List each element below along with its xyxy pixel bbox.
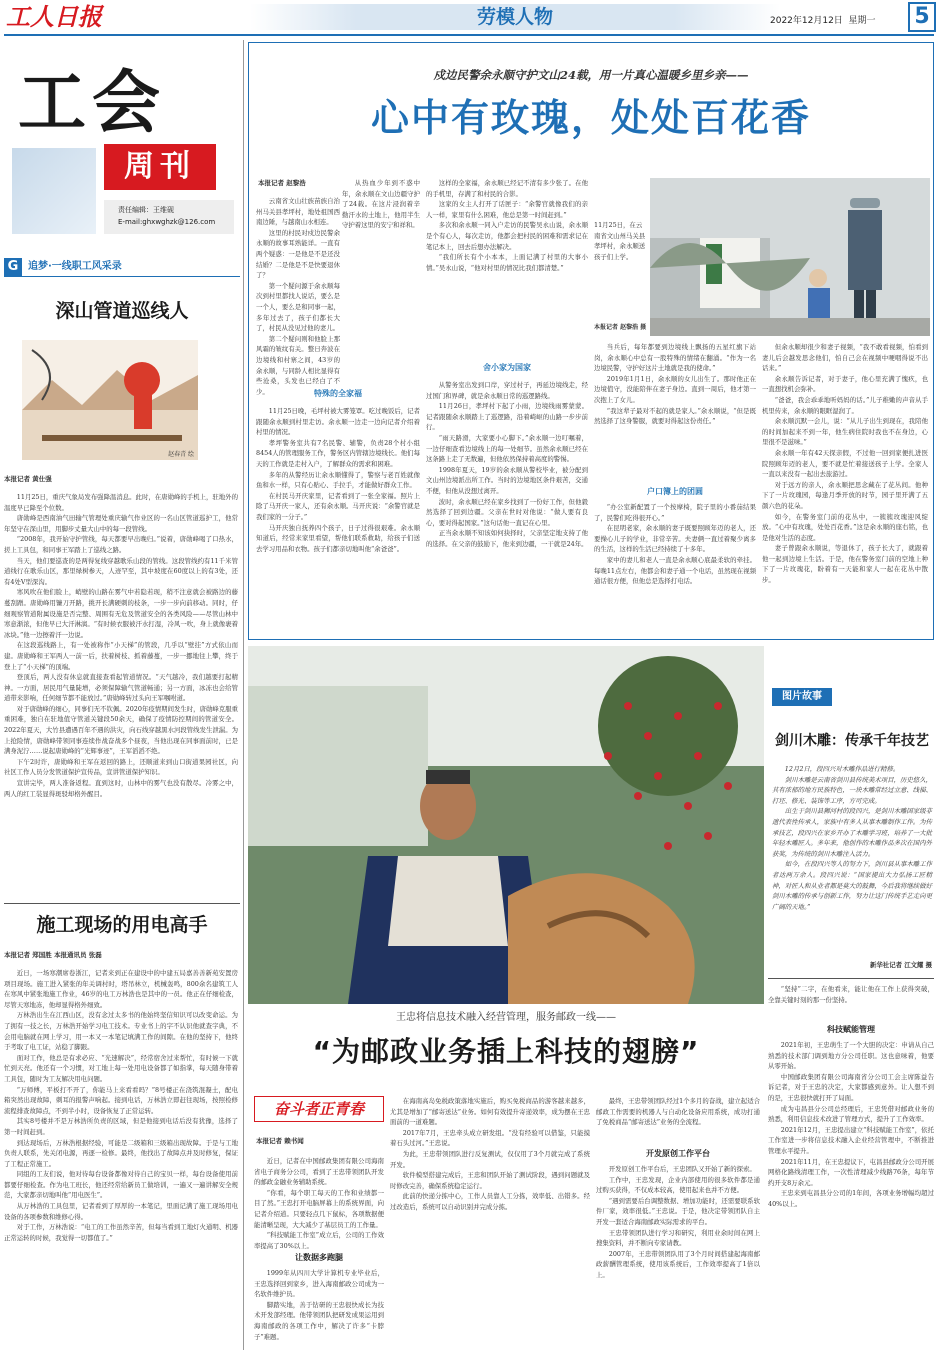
main-photo-credit: 本报记者 赵黎浩 摄 xyxy=(594,324,647,331)
main-col1 xyxy=(256,196,340,396)
paragraph: 第一个疑问源于余永顺每次到村里都找人说话，要么是一个人，要么是和同事一起，多年过去了，孩子们都长大了，村民从没见过他的妻儿。 xyxy=(256,281,340,333)
main-title: 心中有玫瑰，处处百花香 xyxy=(370,96,811,140)
paragraph: 从万林浩的工具包里，记者看到了厚厚的一本笔记，里面记满了施工现场用电设备的各项参数和维修心得。 xyxy=(4,1202,238,1221)
post-subhead-1: 让数据多跑腿 xyxy=(295,1253,343,1262)
paragraph: 在昆明老家，余永顺的妻子既要照顾年迈的老人，还要操心儿子的学业，非常辛苦。夫妻俩一直过着聚少离多的生活，这样的生活已经持续了十多年。 xyxy=(594,524,756,554)
paragraph: “办公室新配置了一个按摩椅，院子里的小番茄结果了，民警们吃得很开心。” xyxy=(594,503,756,522)
paragraph: 11月25日晚，毛坪村被大雾笼罩。吃过晚饭后，记者跟随余永顺到村里走访。余永顺一边走一边向记者介绍着村里的情况。 xyxy=(256,407,420,437)
paragraph: “万师傅，平板打不开了，你能马上来看看吗？”8号楼正在浇筑混凝土，配电箱突然出现故障，刺耳的报警声响起。接到电话，万林浩立即赶往现场，按照检修流程排查故障点，不到半小时，设备恢复了正常运转。 xyxy=(4,1085,238,1115)
article1-byline: 本报记者 黄仕强 xyxy=(4,475,52,483)
main-subhead-3: 户口簿上的团圆 xyxy=(647,487,703,496)
photostory-body xyxy=(772,764,932,958)
paragraph: 当兵后，每年都要到边境线上飘扬的五星红旗下站岗，余永顺心中总有一股特殊的情绪在翻涌。“作为一名边境民警，守护好这片土地就是我的使命。” xyxy=(594,343,756,373)
main-photo xyxy=(650,178,930,336)
paragraph: 余永顺沉默一会儿，说：“从儿子出生到现在，我陪他的时间加起来不到一年，他生病住院时我也不在身边，心里很不是滋味。” xyxy=(762,417,928,447)
paragraph: 第二个疑问则和他脸上那风霜的皱纹有关。整日奔波在边境线和村寨之间，43岁的余永顺，与同龄人相比显得有些沧桑，头发也已经白了不少。 xyxy=(256,334,340,396)
paragraph: 为此，王忠带领团队进行反复测试，仅仅用了3个月就完成了系统开发。 xyxy=(390,1149,590,1169)
paragraph: 软件模型搭建完成后，王忠和团队开始了测试阶段，遇到问题就及时修改完善，确保系统稳定运行。 xyxy=(390,1171,590,1190)
paragraph: 多次和余永顺一同入户走访的民警吴永山说，余永顺是个有心人，每次走访，他都会把村民的困难和需求记在笔记本上，回去后想办法解决。 xyxy=(426,221,588,251)
article1-title: 深山管道巡线人 xyxy=(55,300,189,322)
paragraph: 这家的女主人打开了话匣子：“余警官就像我们的亲人一样，家里有什么困难，他总是第一时间赶到。” xyxy=(426,200,588,219)
paragraph: 出生于剑川县狮河村的段四兴，是剑川木雕国家级非遗代表性传承人，家族中有多人从事木雕制作工作。为传承技艺，段四兴在家乡开办了木雕学习班，培养了一大批年轻木雕匠人。多年来，他创作的木雕作品多次在国内外获奖，为传统的剑川木雕注入活力。 xyxy=(772,807,932,858)
main-col2 xyxy=(426,178,588,354)
paragraph: 11月26日，孝坪村下起了小雨，边境线雨雾蒙蒙。记者跟随余永顺踏上了巡逻路，沿着崎岖的山路一步步前行。 xyxy=(426,402,588,432)
divider xyxy=(768,978,934,979)
photostory-title: 剑川木雕：传承千年技艺 xyxy=(775,733,929,749)
paragraph: 最终，王忠带领团队经过1个多月的奋战，建立起适合邮政工作需要的机器人与自动化设备应用系统，成功打通了免税商品“邮寄送达”业务的全流程。 xyxy=(596,1097,760,1127)
paragraph: 王忠带领团队进行学习和研究，利用业余时间在网上搜集资料，并不断向专家请教。 xyxy=(596,1228,760,1248)
paragraph: 余永顺告诉记者，对于妻子，他心里充满了愧疚，也一直想找机会弥补。 xyxy=(762,374,928,394)
page-header xyxy=(0,0,938,34)
illustration-credit: 赵春青 绘 xyxy=(168,451,194,458)
page-number: 5 xyxy=(914,4,930,29)
paragraph: 中国邮政集团有限公司海南省分公司工会主席陈益告诉记者，对于王忠的决定，大家都感到意外。让人想不到的是，王忠很快就打开了局面。 xyxy=(768,1072,934,1102)
paragraph: “我这辈子最对不起的就是家人。”余永顺说，“但是既然选择了这身警服，就要对得起这份责任。” xyxy=(594,406,756,426)
paragraph: 2019年1月1日，余永顺的女儿出生了。那时他正在边境值守，没能陪伴在妻子身边。直到一周后，他才第一次抱上了女儿。 xyxy=(594,374,756,404)
paragraph: 王忠来到屯昌县分公司的1年间，各项业务增幅均超过40%以上。 xyxy=(768,1189,934,1208)
section-title: 劳模人物 xyxy=(476,6,553,28)
post-subhead-3: 科技赋能管理 xyxy=(827,1025,875,1034)
main-col1c xyxy=(256,406,420,634)
paragraph: 2021年初，王忠萌生了一个大胆的决定：申请从自己熟悉的技术部门调到地方分公司任职。这也意味着，他要从零开始。 xyxy=(768,1041,934,1071)
post-col3 xyxy=(596,1096,760,1144)
photostory-photo-svg xyxy=(248,646,764,1004)
main-photo-caption: 11月25日，在云南省文山州马关县孝坪村，余永顺送孩子们上学。 xyxy=(594,221,646,261)
paragraph: 2007年，王忠带领团队用了3个月时间搭建起海南邮政薪酬管理系统，使用该系统后，工作效率提高了1倍以上。 xyxy=(596,1249,760,1279)
photostory-tag-text: 图片故事 xyxy=(782,691,822,702)
paragraph: 对于唐勋峰的细心，同事们无不钦佩。2020年疫情期间发生时，唐勋峰克服重重困难，独自在驻地值守管道关键段50余天，确保了疫情防控期间的管道安全。2022年夏天，大竹县遭遇百年不遇的洪灾，向石线穿越黑水河段管线发生泄漏。为上抢险情，唐勋峰带领同事连续作战奋战多个昼夜，当他出现在同事面前时，已是满身泥泞……说起唐勋峰的“光辉事迹”，王军滔滔不绝。 xyxy=(4,704,238,756)
paragraph: 2021年11月，在王忠提议下，屯昌县邮政分公司开展网格化路线清理工作，一次性清理减少线路76条，每年节约开支8万余元。 xyxy=(768,1157,934,1187)
masthead-subtitle-box xyxy=(104,144,216,190)
column-tag xyxy=(4,257,240,277)
photostory-credit: 新华社记者 江文耀 摄 xyxy=(870,961,932,969)
paragraph: 如今，在警务室门前的花丛中，一簇簇玫瑰迎风绽放。“心中有玫瑰，处处百花香。”这是余永顺的座右铭，也是他对生活的态度。 xyxy=(762,512,928,542)
paragraph: 剑川木雕是云南省剑川县传统美术项目，历史悠久，其有浓郁的地方民族特色，一块木雕常经过立意、线描、打坯、修光、装饰等工序，方可完成。 xyxy=(772,775,932,805)
paragraph: 工作中，王忠发现，企业内部使用的很多软件都是通过购买获得，不仅成本较高，使用起来也并不方便。 xyxy=(596,1175,760,1195)
paragraph: 面对工作，他总是有求必应、“光速解决”，经常宿舍过来帮忙，有时候一下就忙到天亮。他还有一个习惯，对工地上每一处用电设备都了如指掌，每天随身带着工具包，随时为工友解决用电问题。 xyxy=(4,1053,238,1083)
paragraph: 从警务室出发到口岸，穿过村子，再延边境线走，经过国门和界碑，就是余永顺日常的巡逻路线。 xyxy=(426,381,588,400)
paragraph: 如今，在段四兴等人的努力下，剑川县从事木雕工作者达两万余人。段四兴说：“国家提出大力弘扬工匠精神，对匠人和从业者都是莫大的鼓舞，今后我将继续做好剑川木雕的传承与创新工作，努力让这门传统手艺走向更广阔的天地。” xyxy=(772,860,932,911)
paragraph: 对于远方的亲人，余永顺把思念藏在了花丛间。他种下了一片玫瑰园，每逢月季开放的时节，园子里开满了五颜六色的花朵。 xyxy=(762,480,928,510)
main-subhead-2: 舍小家为国家 xyxy=(483,363,531,372)
main-byline: 本报记者 赵黎浩 xyxy=(258,179,306,187)
paragraph: “你看，每个职工每天的工作和业绩都一目了然。”王忠打开电脑屏幕上的系统界面，向记者介绍道。只要轻点几下鼠标，各项数据便能清晰呈现，大大减少了基层员工的工作量。 xyxy=(254,1188,384,1229)
masthead xyxy=(4,56,240,236)
column-divider xyxy=(243,40,244,1350)
paragraph: 从热血少年到不惑中年，余永顺在文山边疆守护了24载。在这片浸润着辛勤汗水的土地上，他用半生守护着这里的安宁和祥和。 xyxy=(342,179,420,230)
paragraph: 在村民马开庆家里，记者看到了一张全家福。照片上除了马开庆一家人，还有余永顺。马开庆说：“余警官就是我们家的一分子。” xyxy=(256,491,420,521)
paragraph: 宣讲完毕，两人准备返程。直到这时，山林中的雾气也没有散尽。冷雾之中，两人的红工装显得斑驳却格外醒目。 xyxy=(4,779,238,798)
illustration-svg xyxy=(22,340,198,460)
article2-body xyxy=(4,968,238,1350)
paragraph: 在这段巡线路上，有一处被称作“小天梯”的管段，几乎以“壁挂”方式依山而建。唐勋峰和王军两人一前一后，扶着树枝、抓着藤蔓，一步一挪地往上攀，终于登上了“小天梯”的顶端。 xyxy=(4,641,238,671)
article1-body xyxy=(4,492,238,900)
paragraph: 登顶后，两人没有休息就直接查看起管道情况。“天气越冷，我们越要打起精神。一方面，居民用气量陡增，必须保障输气管道畅通；另一方面，冰冻也会给管道带来影响，任何细节都不能放过。”唐勋峰转过头向王军嘱咐道。 xyxy=(4,673,238,703)
paragraph: “我们所长有个小本本，上面记满了村里的大事小情。”吴永山说，“他对村里的情况比我们都清楚。” xyxy=(426,253,588,272)
post-subhead-2: 开发原创工作平台 xyxy=(646,1149,710,1158)
main-kicker: 戍边民警余永顺守护文山24载，用一片真心温暖乡里乡亲—— xyxy=(433,68,749,82)
post-byline: 本报记者 赖书闻 xyxy=(256,1137,304,1145)
article2-title: 施工现场的用电高手 xyxy=(36,914,208,936)
paragraph: “爸爸，我会乖乖地听妈妈的话。”儿子稚嫩的声音从手机里传来，余永顺的眼眶湿润了。 xyxy=(762,395,928,415)
paragraph: 下午2时许，唐勋峰和王军在返回的路上，还顺道来到山口街道果园社区，向社区工作人员分发管道保护宣传品，宣讲管道保护知识。 xyxy=(4,757,238,777)
paragraph: 近日，一场寒潮席卷浙江，记者来到正在建设中的中建五局嘉善善新苑安置房项目现场。施工进入紧张的年关调村时，塔吊林立，机械轰鸣，800余名建筑工人在寒风中紧张地施工作业，46岁的电工万林浩也是其中的一员。他正在仔细检查，尽管天寒地冻，他却显得格外细致。 xyxy=(4,969,238,1009)
paragraph: 同组的工友们说，他对待每台设备都像对待自己的宝贝一样，每台设备使用前都要仔细检查。作为电工班长，他还经常给新员工做培训，一遍又一遍讲解安全规范，大家都亲切地叫他“用电医生”。 xyxy=(4,1170,238,1200)
paragraph: 家中的妻儿和老人一直是余永顺心底最柔软的牵挂。每晚11点左右，他都会和妻子通一个电话，虽然现在视频通话很方便，但他总是选择打电话。 xyxy=(594,555,756,586)
paragraph: 开发原创工作平台后，王忠团队又开始了新的探索。 xyxy=(608,1165,756,1173)
paragraph: “坚持”二字，在他看来，能让他在工作上获得突破，全靠关键时刻的那一份坚持。 xyxy=(768,985,934,1004)
masthead-title: 工会 xyxy=(18,64,167,143)
paragraph: 唐勋峰是西南油气田输气管理处重庆输气作业区的一名山区管道巡护工，他常年坚守在深山里，用脚步丈量大山中的每一段管线。 xyxy=(4,514,238,533)
paragraph: 到达现场后，万林浩根据经验，可能是二级箱和三级箱出现故障。于是与工地负责人联系，先关闭电源，再逐一检修。最终，他找出了故障点并及时修复，保证了工程正常施工。 xyxy=(4,1138,238,1168)
paragraph: 在海南高岛免税政策落地实施后，购买免税商品的游客越来越多，尤其是增加了“邮寄送达”业务。如何有效提升寄递效率，成为摆在王忠面前的一道难题。 xyxy=(390,1097,590,1127)
paragraph: 云南省文山壮族苗族自治州马关县孝坪村，地处祖国西南边陲，与越南山水相连。 xyxy=(256,197,340,227)
paragraph: 多年的从警经历让余永顺懂得了，警察与老百姓就像鱼和水一样，只有心贴心、手拉手，才能做好群众工作。 xyxy=(256,470,420,490)
post-col1 xyxy=(254,1156,384,1248)
paragraph: 2017年7月，王忠牵头成立研发组。“没有经验可以借鉴，只能摸着石头过河。”王忠说。 xyxy=(390,1128,590,1148)
paragraph: 对于工作，万林浩说：“电工的工作虽然辛苦，但每当看到工地灯火通明、机器正常运转的时候，我觉得一切都值了。” xyxy=(4,1223,238,1242)
post-column-logo xyxy=(254,1096,384,1122)
paragraph: 近日，记者在中国邮政集团有限公司海南省电子商务分公司，看到了王忠带领团队开发的邮政金融业务辅助系统。 xyxy=(254,1157,384,1187)
post-column-logo-text: 奋斗者正青春 xyxy=(273,1100,364,1118)
paragraph: 这里的村民对戍边民警余永顺的故事耳熟能详。一直有两个疑惑：一是他是不是还没结婚？二是他是不是快要退休了？ xyxy=(256,228,340,280)
paragraph: 孝坪警务室共有7名民警、辅警，负责28个村小组8454人的管理服务工作，警务区内管辖边境线长。他们每天的工作就是走村入户，了解群众的需求和困难。 xyxy=(256,438,420,468)
paragraph: 这样的全家福，余永顺已经记不清有多少张了。在他的手机里，存满了和村民的合影。 xyxy=(426,179,588,198)
post-title: “为邮政业务插上科技的翅膀” xyxy=(312,1035,700,1068)
paragraph: 此前的快递分拣中心，工作人员靠人工分拣，效率低、出错多。经过改造后，系统可以自动识别并完成分拣。 xyxy=(390,1192,590,1211)
post-col4b xyxy=(768,1040,934,1350)
paragraph: 余永顺一年有42天探亲假，不过他一回到家便扎进医院照顾年迈的老人，要不就是忙着接送孩子上学。全家人一直以来没有一起出去旅游过。 xyxy=(762,448,928,479)
paragraph: 马开庆独自抚养四个孩子，日子过得很艰难。余永顺知道后，经常来家里看望，帮他们联系救助，给孩子们送去学习用品和衣物。孩子们都亲切地叫他“余爸爸”。 xyxy=(256,523,420,553)
main-col3 xyxy=(594,342,756,482)
paragraph: “2008年，我开始守护管线，每天都要早出晚归。”说着，唐勋峰喝了口热水，搓上工具包，和同事王军踏上了巡线之路。 xyxy=(4,535,238,554)
paragraph: “遇到需要后台调整数据、增加功能时，还需要联系软件厂家，效率很低。”王忠说。于是，他决定带领团队自主开发一套适合海南邮政实际需求的平台。 xyxy=(596,1196,760,1226)
masthead-subtitle: 周刊 xyxy=(124,149,196,184)
paragraph: 1999年从四川大学计算机专业毕业后，王忠选择回到家乡，进入海南邮政公司成为一名软件维护员。 xyxy=(254,1269,384,1299)
post-col3b xyxy=(596,1164,760,1350)
masthead-shape xyxy=(12,148,96,234)
post-kicker: 王忠将信息技术融入经营管理，服务邮政一线—— xyxy=(396,1012,616,1023)
newspaper-logo: 工人日报 xyxy=(6,2,102,31)
paragraph: 寒风吹在他们脸上，峭壁的山路在雾气中若隐若现，稍不注意就会被路边的藤蔓刮蹭。唐勋峰用镰刀开路，挑开长满硬刺的枝条，一步一步向前移动。同时，仔细观察管道附属设施是否完整、周围有无危及管道安全的各类风险——尽管山林中寒意渐浓，但他早已大汗淋漓。“有时候衣服被汗水打湿，冷风一吹，身上就像裹着冰块。”他一边擦着汗一边说。 xyxy=(4,588,238,639)
paragraph: 11月25日，重庆气象局发布强降温消息。此时，在唐勋峰的手机上，驻地外的温度早已降至个位数。 xyxy=(4,493,238,512)
paragraph: 正当余永顺不知该如何抉择时，父亲坚定地支持了他的选择。在父亲的鼓励下，他来到边疆，一干就是24年。 xyxy=(426,529,588,548)
photostory-photo xyxy=(248,646,764,1004)
photostory-tag xyxy=(772,688,832,706)
paragraph: 12月2日，段四兴对木雕作品进行精修。 xyxy=(784,765,900,773)
column-tag-text: 追梦·一线职工风采录 xyxy=(28,261,122,272)
article1-illustration xyxy=(22,340,198,460)
main-subhead-1: 特殊的全家福 xyxy=(314,389,362,398)
main-col3b xyxy=(594,502,756,634)
page-number-box xyxy=(908,2,936,32)
main-col4 xyxy=(762,342,928,634)
post-col1b xyxy=(254,1268,384,1350)
divider xyxy=(4,903,240,904)
main-photo-svg xyxy=(650,178,930,336)
issue-date: 2022年12月12日 xyxy=(770,16,843,26)
post-col4 xyxy=(768,984,934,1020)
issue-weekday: 星期一 xyxy=(848,16,876,26)
paragraph: 妻子曾跟余永顺说，等退休了，孩子长大了，就跟着他一起到边境上生活。于是，他在警务室门前的空地上种下了一片玫瑰花，盼着有一天能和家人一起在花丛中散步。 xyxy=(762,544,928,585)
paragraph: “雨天路滑，大家要小心脚下。”余永顺一边叮嘱着，一边仔细查看边境线上的每一处细节。虽然余永顺已经在这条路上走了无数遍，但他依然保持着高度的警惕。 xyxy=(426,433,588,464)
paragraph: 成为屯昌县分公司总经理后，王忠凭借对邮政业务的熟悉，利用信息技术改进了管理方式，提升了工作效率。 xyxy=(768,1104,934,1124)
main-col2b xyxy=(426,380,588,634)
paragraph: 其实8号楼并不是万林浩所负责的区域，但是他接到电话后没有犹豫，选择了第一时间赶到。 xyxy=(4,1117,238,1136)
paragraph: 1998年夏天，19岁的余永顺从警校毕业，被分配到文山州边境派出所工作。当时的边境地区条件艰苦，交通不便，但他从没想过离开。 xyxy=(426,465,588,495)
paragraph: 2021年12月，王忠提出建立“科技赋能工作室”，依托工作室进一步将信息技术融入企业经营管理中，不断推进管理水平提升。 xyxy=(768,1125,934,1155)
paragraph: 脚踏实地，善于钻研的王忠很快成长为技术开发部经理。他带领团队把研发成果运用到海南邮政的各项工作中，解决了许多“卡脖子”难题。 xyxy=(254,1300,384,1341)
editor-box xyxy=(104,200,234,234)
paragraph: 万林浩出生在江西山区，没有念过太多书的他始终坚信知识可以改变命运。为了拥有一技之长，万林浩开始学习电工技术。专业书上的字不认识他就查字典，不会用电脑就在网上学习，用一本又一本笔记填满工作的间隙。在他的坚持下，他终于考取了电工证，站稳了脚跟。 xyxy=(4,1011,238,1052)
paragraph: 当天，他们要巡查的是两得复线穿越歌乐山段的管线。这段管线约有11千米管道线行在歌乐山区，那里绿树参天，人迹罕至，其中坡度在60度以上的有3处，还有4处V型深沟。 xyxy=(4,556,238,586)
column-tag-letter: G xyxy=(4,258,22,276)
editor-email: E-mail:ghxwghzk@126.com xyxy=(118,218,216,226)
post-col2 xyxy=(390,1096,590,1350)
paragraph: “科技赋能工作室”成立后，公司的工作效率提高了30%以上。 xyxy=(254,1231,384,1250)
paragraph: 波时，余永顺已经在家乡找到了一份好工作，但他毅然选择了回到边疆。父亲在世时对他说：“做人要有良心，要对得起国家。”这句话他一直记在心里。 xyxy=(426,497,588,527)
paragraph: 但余永顺却很少和妻子视频，“我不敢看视频，怕看到妻儿后会越发思念他们，怕自己会在视频中哽咽得说不出话来。” xyxy=(762,343,928,373)
header-rule xyxy=(4,34,934,36)
main-col1b xyxy=(342,178,420,384)
article2-byline: 本报记者 郑国胜 本报通讯员 张磊 xyxy=(4,951,102,959)
section-title-bar xyxy=(250,4,780,30)
editor-name: 责任编辑：王维砚 xyxy=(118,206,174,214)
